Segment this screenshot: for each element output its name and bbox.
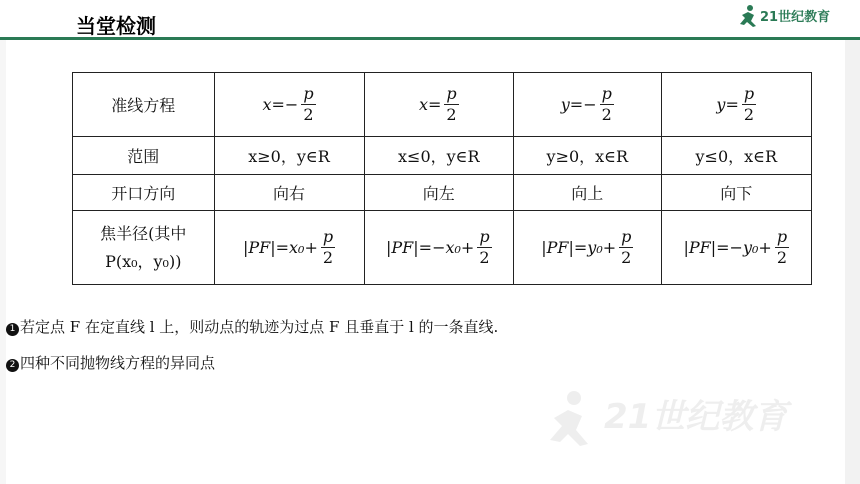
cell-directrix-2: x = $\frac{p}{2}$ (364, 73, 514, 137)
right-scroll-rail (845, 40, 860, 484)
cell-focal-4: |PF| =− y₀ + $\frac{p}{2}$ (661, 211, 811, 285)
cell-focal-3: |PF| = y₀ + $\frac{p}{2}$ (514, 211, 661, 285)
watermark-logo-icon (548, 388, 838, 450)
row-label-focal-radius: 焦半径(其中 P(x₀，y₀)) (73, 211, 215, 285)
svg-text:21世纪教育: 21世纪教育 (604, 397, 788, 437)
cell-range-1: x≥0，y∈R (214, 137, 364, 175)
left-edge (0, 40, 6, 484)
cell-opening-3: 向上 (514, 175, 661, 211)
cell-opening-2: 向左 (364, 175, 514, 211)
cell-range-3: y≥0，x∈R (514, 137, 661, 175)
table-row-range (73, 137, 812, 175)
cell-range-2: x≤0，y∈R (364, 137, 514, 175)
cell-range-4: y≤0，x∈R (661, 137, 811, 175)
cell-opening-4: 向下 (661, 175, 811, 211)
note-1 (6, 316, 498, 337)
note-2 (6, 352, 215, 373)
cell-opening-1: 向右 (214, 175, 364, 211)
table-row-opening (73, 175, 812, 211)
table-row-focal-radius (73, 211, 812, 285)
table-row-directrix (73, 73, 812, 137)
cell-directrix-1: x =− $\frac{p}{2}$ (214, 73, 364, 137)
row-label-opening: 开口方向 (73, 175, 215, 211)
cell-focal-1: |PF| = x₀ + $\frac{p}{2}$ (214, 211, 364, 285)
row-label-directrix: 准线方程 (73, 73, 215, 137)
note-number-badge: 1 (6, 323, 19, 336)
row-label-range: 范围 (73, 137, 215, 175)
logo-runner-icon (738, 3, 834, 29)
note-number-badge: 2 (6, 359, 19, 372)
note-text: 四种不同抛物线方程的异同点 (20, 354, 216, 372)
cell-directrix-4: y = $\frac{p}{2}$ (661, 73, 811, 137)
cell-focal-2: |PF| =− x₀ + $\frac{p}{2}$ (364, 211, 514, 285)
page-title: 当堂检测 (76, 14, 156, 38)
note-text: 若定点 F 在定直线 l 上，则动点的轨迹为过点 F 且垂直于 l 的一条直线. (20, 318, 499, 336)
svg-text:21世纪教育: 21世纪教育 (760, 10, 831, 25)
cell-directrix-3: y =− $\frac{p}{2}$ (514, 73, 661, 137)
parabola-comparison-table (72, 72, 812, 285)
